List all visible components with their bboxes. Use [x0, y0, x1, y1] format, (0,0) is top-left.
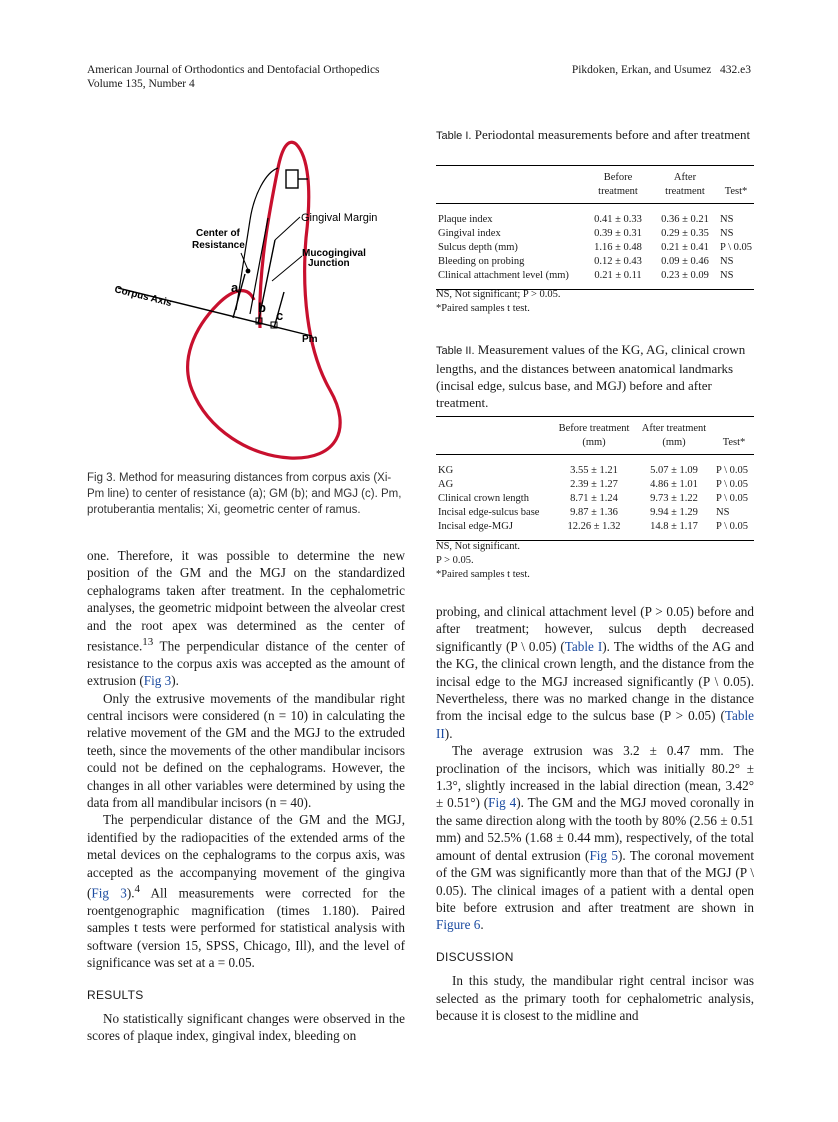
- table-1: [436, 165, 754, 290]
- table-cell: 0.29 ± 0.35: [661, 228, 709, 239]
- figure-link[interactable]: Figure 6: [436, 917, 481, 933]
- mucogingival-pointer: [272, 256, 302, 281]
- label-gingival-margin: Gingival Margin: [301, 212, 378, 224]
- table-row: [436, 255, 754, 269]
- journal-title: American Journal of Orthodontics and Dentofacial Orthopedics: [87, 64, 380, 76]
- body-text: ).: [126, 885, 135, 901]
- table-cell: 9.73 ± 1.22: [650, 493, 698, 504]
- table-link[interactable]: Table I: [564, 638, 603, 654]
- label-resistance: Resistance: [192, 240, 245, 251]
- table-2-header: After treatment (mm): [634, 417, 714, 455]
- running-header-right: [572, 63, 751, 77]
- body-paragraph: Only the extrusive movements of the mandibular right central incisors were considered (n = 10) in calculating the relative movement of the GM and the MGJ to the extruded teeth, since the movements of the other mandibular incisors could not be defined on the cephalograms. However, the changes in all other variables were determined by using the data from all mandibular incisors (n = 40).: [87, 690, 405, 811]
- table-1-caption: Periodontal measurements before and after treatment: [474, 127, 751, 142]
- author-names: Pikdoken, Erkan, and Usumez: [571, 64, 712, 76]
- table-cell: P \ 0.05: [716, 493, 748, 504]
- table-2-title: [436, 341, 754, 411]
- table-cell: Clinical attachment level (mm): [436, 269, 584, 290]
- table-cell: Sulcus depth (mm): [438, 242, 518, 253]
- table-row: [436, 478, 754, 492]
- label-center-of: Center of: [196, 228, 240, 239]
- table-cell: AG: [438, 479, 454, 490]
- table-cell: 0.12 ± 0.43: [594, 256, 642, 267]
- table-footnote: P > 0.05.: [436, 555, 474, 566]
- body-text: All measurements were corrected for the roentgenographic magnification (times 1.180). Paired samples t tests were performed for statistical analysis with software (version 15, SPSS, Chicago, Ill), and the level of significance was set at a = 0.05.: [87, 885, 406, 971]
- table-footnote: *Paired samples t test.: [436, 303, 530, 314]
- table-cell: NS: [720, 228, 734, 239]
- label-corpus-axis: Corpus Axis: [113, 284, 173, 310]
- table-cell: NS: [718, 269, 754, 290]
- body-paragraph: No statistically significant changes were observed in the scores of plaque index, gingival index, bleeding on: [87, 1010, 405, 1044]
- table-cell: NS: [720, 256, 734, 267]
- running-header-left: [87, 63, 380, 91]
- metal-device-marker: [286, 170, 298, 188]
- table-cell: Plaque index: [438, 214, 493, 225]
- table-cell: 9.94 ± 1.29: [650, 507, 698, 518]
- table-cell: 5.07 ± 1.09: [650, 465, 698, 476]
- table-cell: Incisal edge-MGJ: [436, 520, 554, 541]
- section-heading-discussion: DISCUSSION: [436, 949, 514, 964]
- body-text: The perpendicular distance of the GM and the MGJ, identified by the radiopacities of the extended arms of the metal devices on the cephalograms to the corpus axis, was accepted as the accompanying movement of the gingiva (: [87, 812, 405, 901]
- table-cell: 3.55 ± 1.21: [570, 465, 618, 476]
- table-2-header: [436, 417, 554, 455]
- table-row: [436, 506, 754, 520]
- journal-volume: Volume 135, Number 4: [87, 78, 195, 90]
- figure-link[interactable]: Fig 3: [91, 885, 127, 901]
- table-1-title: [436, 126, 754, 145]
- body-text: ). The GM and the MGJ moved coronally in the same direction along with the tooth by 80% (2.56 ± 0.51 mm) and 52.5% (1.68 ± 0.44 mm), respectively, of the total amount of dental extrusion (: [436, 795, 755, 863]
- body-text: ). The coronal movement of the GM was significantly more than that of the MGJ (P \ 0.05). The clinical images of a patient with a dental open bite before extrusion and after treatment are shown in: [436, 847, 755, 915]
- body-text: ).: [171, 673, 179, 689]
- table-2-header: Test*: [714, 417, 754, 455]
- table-row: [436, 492, 754, 506]
- table-cell: 0.36 ± 0.21: [661, 214, 709, 225]
- table-cell: P \ 0.05: [716, 479, 748, 490]
- table-cell: Gingival index: [438, 228, 501, 239]
- figure-3-caption: Fig 3. Method for measuring distances from corpus axis (Xi-Pm line) to center of resistance (a); GM (b); and MGJ (c). Pm, protuberantia mentalis; Xi, geometric center of ramus.: [87, 472, 402, 516]
- table-cell: 4.86 ± 1.01: [650, 479, 698, 490]
- body-text: one. Therefore, it was possible to determine the new position of the GM and the MGJ on the standardized cephalograms taken after treatment. In the cephalometric analyses, the geometric midpoint between the alveolar crest and the root apex was determined as the center of resistance.: [87, 548, 405, 654]
- figure-link[interactable]: Fig 3: [143, 673, 172, 689]
- table-cell: P \ 0.05: [716, 465, 748, 476]
- body-paragraph: [436, 603, 754, 742]
- body-column-right: [436, 603, 754, 1024]
- figure-3-diagram: [100, 128, 400, 463]
- table-1-header: Before treatment: [584, 166, 652, 204]
- table-row: [436, 269, 754, 290]
- table-2: [436, 416, 754, 541]
- table-link[interactable]: Table II: [436, 708, 754, 741]
- table-cell: 0.21 ± 0.11: [584, 269, 652, 290]
- table-footnote: NS, Not significant.: [436, 541, 520, 552]
- body-text: ). The widths of the AG and the KG, the clinical crown length, and the distance from the incisal edge to the MGJ increased significantly (P \ 0.05). Nevertheless, there was no marked change in the distance from the incisal edge to the sulcus base (P > 0.05) (: [436, 638, 754, 724]
- table-footnote: NS, Not significant; P > 0.05.: [436, 289, 561, 300]
- body-text: ).: [444, 725, 453, 741]
- label-pm: Pm: [302, 334, 318, 345]
- table-row: [436, 241, 754, 255]
- table-row: [436, 520, 754, 541]
- body-paragraph: [87, 811, 405, 971]
- label-a: a: [231, 280, 239, 295]
- table-2-header: Before treatment (mm): [554, 417, 634, 455]
- table-cell: 14.8 ± 1.17: [634, 520, 714, 541]
- table-1-footnotes: [436, 288, 754, 316]
- table-cell: 0.23 ± 0.09: [652, 269, 718, 290]
- gingival-margin-pointer: [275, 217, 300, 240]
- section-heading-results: RESULTS: [87, 987, 144, 1002]
- page-number: 432.e3: [720, 64, 751, 76]
- table-cell: 12.26 ± 1.32: [554, 520, 634, 541]
- table-cell: 8.71 ± 1.24: [570, 493, 618, 504]
- table-1-header: After treatment: [652, 166, 718, 204]
- body-paragraph: [436, 742, 754, 933]
- table-1-label: Table I.: [436, 130, 472, 142]
- table-cell: NS: [716, 507, 730, 518]
- body-text: The average extrusion was 3.2 ± 0.47 mm. The proclination of the incisors, which was initially 80.2° ± 1.3°, slightly increased in the labial direction (mean, 3.42° ± 0.51°) (: [436, 743, 754, 811]
- table-cell: Clinical crown length: [438, 493, 529, 504]
- table-cell: KG: [438, 465, 454, 476]
- table-footnote: *Paired samples t test.: [436, 569, 530, 580]
- table-2-label: Table II.: [436, 345, 475, 357]
- label-c: c: [276, 308, 284, 323]
- center-resistance-point: [246, 269, 251, 274]
- table-cell: Bleeding on probing: [438, 256, 525, 267]
- body-text: .: [480, 917, 484, 933]
- table-1-header: [436, 166, 584, 204]
- table-cell: P \ 0.05: [714, 520, 754, 541]
- figure-link[interactable]: Fig 4: [488, 795, 517, 811]
- table-cell: 0.09 ± 0.46: [661, 256, 709, 267]
- table-cell: 1.16 ± 0.48: [594, 242, 642, 253]
- table-cell: Incisal edge-sulcus base: [438, 507, 540, 518]
- table-2-footnotes: [436, 540, 754, 582]
- body-text: probing, and clinical attachment level (P > 0.05) before and after treatment; however, sulcus depth decreased significantly (P \ 0.05) (: [436, 604, 754, 654]
- figure-link[interactable]: Fig 5: [589, 847, 618, 863]
- body-paragraph: In this study, the mandibular right central incisor was selected as the primary tooth for cephalometric analysis, because it is closest to the midline and: [436, 973, 754, 1023]
- body-column-left: [87, 547, 405, 1045]
- body-text: The perpendicular distance of the center of resistance to the corpus axis was accepted as the amount of extrusion (: [87, 638, 405, 689]
- citation: 13: [142, 636, 154, 649]
- table-row: [436, 455, 754, 479]
- label-mucogingival: Mucogingival: [302, 248, 366, 259]
- table-row: [436, 204, 754, 228]
- body-paragraph: [87, 547, 405, 690]
- table-cell: 0.21 ± 0.41: [661, 242, 709, 253]
- table-cell: 0.41 ± 0.33: [594, 214, 642, 225]
- table-cell: 0.39 ± 0.31: [594, 228, 642, 239]
- label-b: b: [258, 300, 266, 315]
- table-2-caption: Measurement values of the KG, AG, clinical crown lengths, and the distances between anatomical landmarks (incisal edge, sulcus base, and MGJ) before and after treatment.: [436, 342, 746, 410]
- table-cell: P \ 0.05: [720, 242, 752, 253]
- citation: 4: [134, 883, 141, 896]
- label-junction: Junction: [308, 258, 350, 269]
- table-cell: 2.39 ± 1.27: [570, 479, 618, 490]
- table-row: [436, 227, 754, 241]
- table-cell: 9.87 ± 1.36: [570, 507, 618, 518]
- table-cell: NS: [720, 214, 734, 225]
- table-1-header: Test*: [718, 166, 754, 204]
